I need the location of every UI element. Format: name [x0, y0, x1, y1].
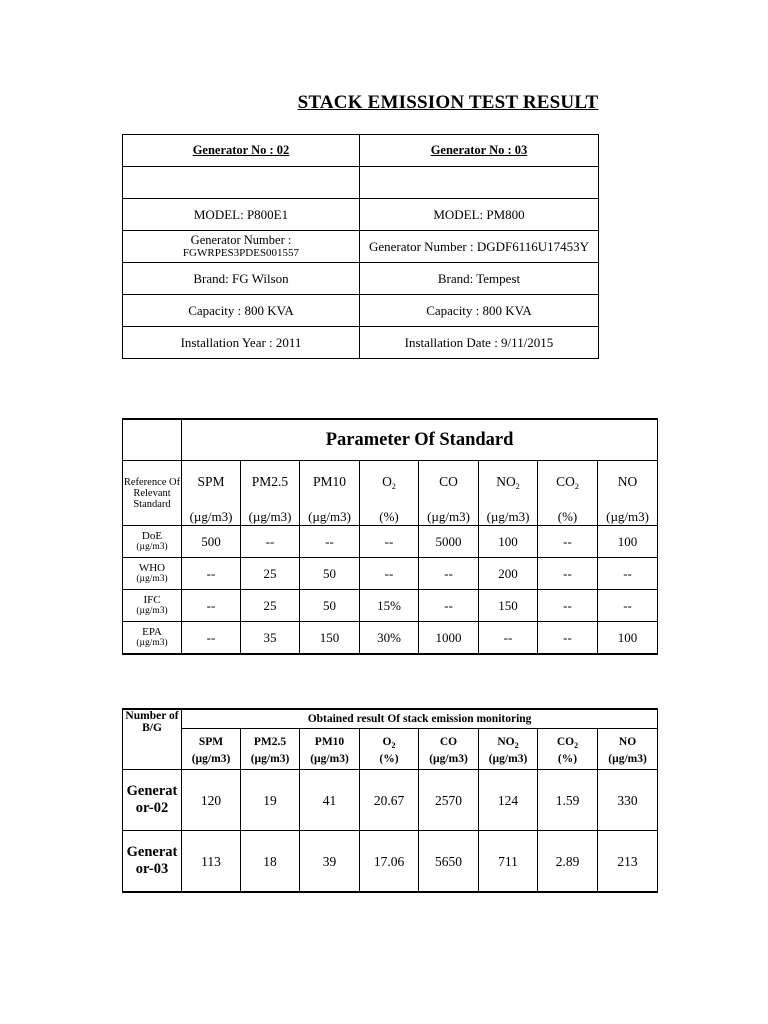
param-name: PM2.5 — [241, 461, 300, 502]
result-value: 17.06 — [360, 831, 419, 893]
generator-02-header: Generator No : 02 — [123, 135, 360, 167]
generator-03-installation: Installation Date : 9/11/2015 — [360, 327, 599, 359]
param-name: SPM — [182, 461, 241, 502]
result-value: 20.67 — [360, 770, 419, 831]
standard-value: 150 — [479, 590, 538, 622]
generator-details-table — [122, 134, 599, 359]
standard-value: -- — [182, 590, 241, 622]
standard-value: -- — [598, 590, 658, 622]
standard-value: 150 — [300, 622, 360, 655]
generator-02-installation: Installation Year : 2011 — [123, 327, 360, 359]
param-name: $CO_2$ — [538, 461, 598, 502]
standard-label: EPA (µg/m3) — [123, 622, 182, 655]
result-value: 213 — [598, 831, 658, 893]
param-unit: (µg/m3) — [241, 501, 300, 526]
param-unit: (µg/m3) — [479, 501, 538, 526]
result-value: 39 — [300, 831, 360, 893]
blank-cell — [360, 167, 599, 199]
param-name: $O_2$ — [360, 461, 419, 502]
standard-value: 100 — [598, 622, 658, 655]
results-title: Obtained result Of stack emission monitoring — [182, 709, 658, 729]
param-name: NO — [598, 461, 658, 502]
result-param-unit: (µg/m3) — [479, 749, 538, 770]
result-param-name: CO — [419, 729, 479, 750]
standard-value: -- — [241, 526, 300, 558]
page-title: STACK EMISSION TEST RESULT — [297, 92, 599, 113]
standard-label: WHO (µg/m3) — [123, 558, 182, 590]
generator-label: Generat or-03 — [123, 831, 182, 893]
standard-row-who — [123, 558, 658, 590]
result-value: 19 — [241, 770, 300, 831]
standard-value: 15% — [360, 590, 419, 622]
standard-value: -- — [419, 558, 479, 590]
result-param-name: $O_2$ — [360, 729, 419, 750]
param-unit: (µg/m3) — [300, 501, 360, 526]
result-param-unit: (µg/m3) — [182, 749, 241, 770]
standard-row-epa — [123, 622, 658, 655]
standard-value: -- — [538, 526, 598, 558]
result-param-unit: (µg/m3) — [300, 749, 360, 770]
standard-value: 100 — [479, 526, 538, 558]
standard-row-doe — [123, 526, 658, 558]
standard-value: -- — [538, 590, 598, 622]
result-value: 113 — [182, 831, 241, 893]
standard-value: 1000 — [419, 622, 479, 655]
result-value: 5650 — [419, 831, 479, 893]
standard-value: -- — [538, 558, 598, 590]
result-value: 18 — [241, 831, 300, 893]
generator-03-number: Generator Number : DGDF6116U17453Y — [360, 231, 599, 263]
result-param-unit: (µg/m3) — [598, 749, 658, 770]
result-value: 124 — [479, 770, 538, 831]
standards-table — [122, 418, 658, 655]
param-unit: (µg/m3) — [182, 501, 241, 526]
generator-03-model: MODEL: PM800 — [360, 199, 599, 231]
reference-standard-label: Reference Of Relevant Standard — [123, 461, 182, 526]
generator-02-capacity: Capacity : 800 KVA — [123, 295, 360, 327]
param-unit: (%) — [360, 501, 419, 526]
generator-02-number — [123, 231, 360, 263]
standard-value: -- — [182, 558, 241, 590]
standard-row-ifc — [123, 590, 658, 622]
standard-value: 200 — [479, 558, 538, 590]
standard-value: -- — [419, 590, 479, 622]
standard-label: IFC (µg/m3) — [123, 590, 182, 622]
result-param-name: PM10 — [300, 729, 360, 750]
result-param-name: $NO_2$ — [479, 729, 538, 750]
standard-value: 50 — [300, 558, 360, 590]
result-row-generator-03 — [123, 831, 658, 893]
standard-value: -- — [360, 558, 419, 590]
standard-value: 5000 — [419, 526, 479, 558]
result-param-name: SPM — [182, 729, 241, 750]
result-value: 330 — [598, 770, 658, 831]
standards-title: Parameter Of Standard — [182, 419, 658, 461]
param-name: $NO_2$ — [479, 461, 538, 502]
generator-03-header: Generator No : 03 — [360, 135, 599, 167]
standard-value: 30% — [360, 622, 419, 655]
standard-value: -- — [538, 622, 598, 655]
result-value: 711 — [479, 831, 538, 893]
result-value: 1.59 — [538, 770, 598, 831]
generator-number-value: FGWRPES3PDES001557 — [182, 246, 300, 259]
generator-03-capacity: Capacity : 800 KVA — [360, 295, 599, 327]
param-unit: (%) — [538, 501, 598, 526]
standard-value: -- — [182, 622, 241, 655]
standard-value: 100 — [598, 526, 658, 558]
standard-value: 25 — [241, 590, 300, 622]
standards-corner-cell — [123, 419, 182, 461]
result-value: 2.89 — [538, 831, 598, 893]
standard-value: 35 — [241, 622, 300, 655]
standard-value: -- — [300, 526, 360, 558]
standard-value: -- — [598, 558, 658, 590]
results-table — [122, 708, 658, 893]
result-param-name: NO — [598, 729, 658, 750]
standard-value: -- — [479, 622, 538, 655]
standard-value: 25 — [241, 558, 300, 590]
param-name: PM10 — [300, 461, 360, 502]
result-row-generator-02 — [123, 770, 658, 831]
result-param-unit: (µg/m3) — [241, 749, 300, 770]
param-unit: (µg/m3) — [419, 501, 479, 526]
generator-label: Generat or-02 — [123, 770, 182, 831]
param-unit: (µg/m3) — [598, 501, 658, 526]
result-param-name: PM2.5 — [241, 729, 300, 750]
param-name: CO — [419, 461, 479, 502]
result-param-unit: (µg/m3) — [419, 749, 479, 770]
number-bg-header: Number of B/G — [123, 709, 182, 770]
generator-number-label: Generator Number : — [190, 232, 292, 247]
blank-cell — [123, 167, 360, 199]
standard-value: -- — [360, 526, 419, 558]
result-value: 120 — [182, 770, 241, 831]
generator-02-brand: Brand: FG Wilson — [123, 263, 360, 295]
standard-value: 500 — [182, 526, 241, 558]
result-param-name: $CO_2$ — [538, 729, 598, 750]
result-param-unit: (%) — [360, 749, 419, 770]
result-param-unit: (%) — [538, 749, 598, 770]
standard-value: 50 — [300, 590, 360, 622]
result-value: 41 — [300, 770, 360, 831]
standard-label: DoE (µg/m3) — [123, 526, 182, 558]
generator-02-model: MODEL: P800E1 — [123, 199, 360, 231]
result-value: 2570 — [419, 770, 479, 831]
generator-03-brand: Brand: Tempest — [360, 263, 599, 295]
